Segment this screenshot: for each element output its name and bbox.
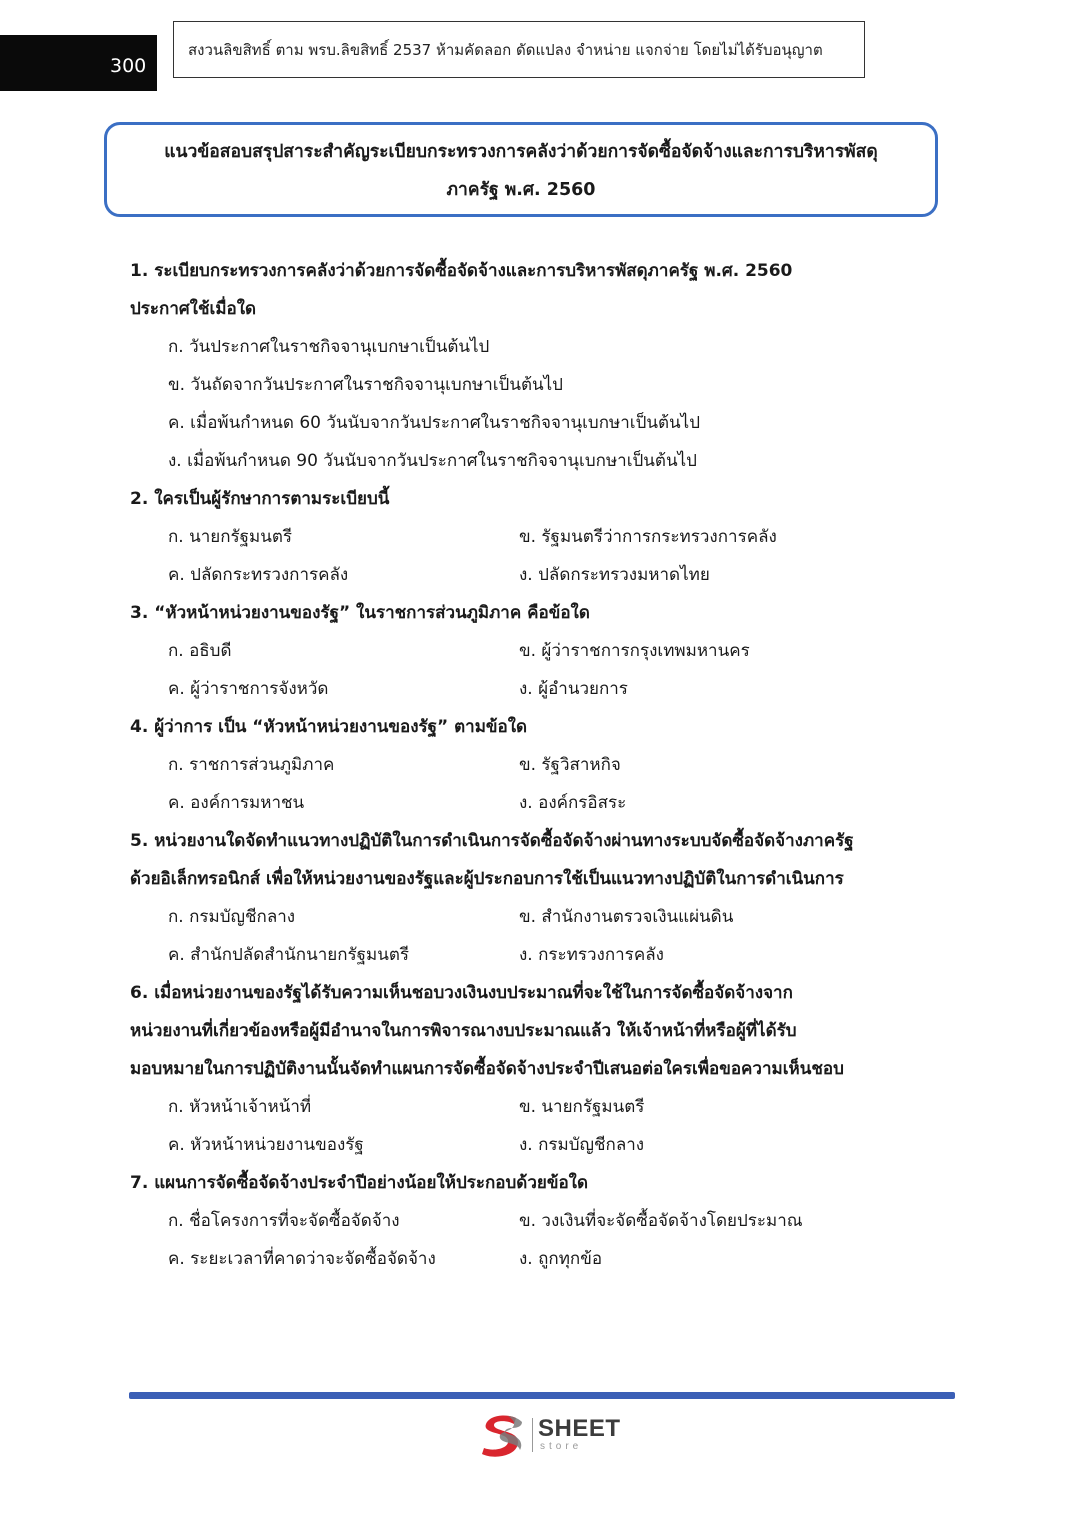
answer-choice: ค. ผู้ว่าราชการจังหวัด: [168, 679, 329, 699]
answer-choice: ง. ถูกทุกข้อ: [519, 1249, 603, 1269]
question-text: 2. ใครเป็นผู้รักษาการตามระเบียบนี้: [130, 489, 390, 509]
copyright-notice: [173, 21, 865, 78]
choice-list: [130, 898, 930, 974]
answer-choice: ก. วันประกาศในราชกิจจานุเบกษาเป็นต้นไป: [168, 337, 490, 357]
answer-choice: ค. ระยะเวลาที่คาดว่าจะจัดซื้อจัดจ้าง: [168, 1249, 436, 1269]
choice-list: [130, 632, 930, 708]
logo-divider: [532, 1418, 533, 1452]
answer-choice: ข. วันถัดจากวันประกาศในราชกิจจานุเบกษาเป็นต้นไป: [168, 375, 563, 395]
answer-choice: ค. ปลัดกระทรวงการคลัง: [168, 565, 349, 585]
question-text: ด้วยอิเล็กทรอนิกส์ เพื่อให้หน่วยงานของรัฐและผู้ประกอบการใช้เป็นแนวทางปฏิบัติในการดำเนินการ: [130, 869, 844, 889]
choice-list: [130, 328, 930, 480]
question-text: 7. แผนการจัดซื้อจัดจ้างประจำปีอย่างน้อยให้ประกอบด้วยข้อใด: [130, 1173, 589, 1193]
title-line-2: ภาครัฐ พ.ศ. 2560: [446, 180, 596, 200]
answer-choice: ข. สำนักงานตรวจเงินแผ่นดิน: [519, 907, 734, 927]
question-block: [130, 1164, 930, 1278]
title-line-1: แนวข้อสอบสรุปสาระสำคัญระเบียบกระทรวงการคลังว่าด้วยการจัดซื้อจัดจ้างและการบริหารพัสดุ: [164, 142, 878, 162]
sheet-store-s-logo-icon: [478, 1412, 526, 1458]
document-title-box: [104, 122, 938, 217]
choice-list: [130, 518, 930, 594]
question-text: 4. ผู้ว่าการ เป็น “หัวหน้าหน่วยงานของรัฐ” ตามข้อใด: [130, 717, 528, 737]
answer-choice: ง. ผู้อำนวยการ: [519, 679, 628, 699]
answer-choice: ง. องค์กรอิสระ: [519, 793, 627, 813]
answer-choice: ข. รัฐมนตรีว่าการกระทรวงการคลัง: [519, 527, 777, 547]
answer-choice: ข. ผู้ว่าราชการกรุงเทพมหานคร: [519, 641, 750, 661]
answer-choice: ง. กระทรวงการคลัง: [519, 945, 664, 965]
footer-divider: [129, 1392, 955, 1399]
answer-choice: ก. ชื่อโครงการที่จะจัดซื้อจัดจ้าง: [168, 1211, 400, 1231]
answer-choice: ข. วงเงินที่จะจัดซื้อจัดจ้างโดยประมาณ: [519, 1211, 803, 1231]
question-text: 3. “หัวหน้าหน่วยงานของรัฐ” ในราชการส่วนภูมิภาค คือข้อใด: [130, 603, 590, 623]
question-text: 6. เมื่อหน่วยงานของรัฐได้รับความเห็นชอบวงเงินงบประมาณที่จะใช้ในการจัดซื้อจัดจ้างจาก: [130, 983, 793, 1003]
logo-subtext: store: [540, 1441, 583, 1452]
answer-choice: ก. อธิบดี: [168, 641, 232, 661]
answer-choice: ง. ปลัดกระทรวงมหาดไทย: [519, 565, 710, 585]
answer-choice: ก. ราชการส่วนภูมิภาค: [168, 755, 335, 775]
answer-choice: ค. สำนักปลัดสำนักนายกรัฐมนตรี: [168, 945, 410, 965]
question-block: [130, 252, 930, 480]
question-text: หน่วยงานที่เกี่ยวข้องหรือผู้มีอำนาจในการพิจารณางบประมาณแล้ว ให้เจ้าหน้าที่หรือผู้ที่ได้รับ: [130, 1021, 797, 1041]
choice-list: [130, 746, 930, 822]
question-block: [130, 480, 930, 594]
answer-choice: ค. หัวหน้าหน่วยงานของรัฐ: [168, 1135, 364, 1155]
page-number-box: [0, 35, 157, 91]
answer-choice: ข. รัฐวิสาหกิจ: [519, 755, 621, 775]
question-block: [130, 822, 930, 974]
answer-choice: ง. เมื่อพ้นกำหนด 90 วันนับจากวันประกาศในราชกิจจานุเบกษาเป็นต้นไป: [168, 451, 697, 471]
copyright-text: สงวนลิขสิทธิ์ ตาม พรบ.ลิขสิทธิ์ 2537 ห้ามคัดลอก ดัดแปลง จำหน่าย แจกจ่าย โดยไม่ได้รับอนุญาต: [188, 40, 823, 59]
answer-choice: ก. กรมบัญชีกลาง: [168, 907, 296, 927]
answer-choice: ค. เมื่อพ้นกำหนด 60 วันนับจากวันประกาศในราชกิจจานุเบกษาเป็นต้นไป: [168, 413, 700, 433]
answer-choice: ก. นายกรัฐมนตรี: [168, 527, 293, 547]
choice-list: [130, 1088, 930, 1164]
question-text: 1. ระเบียบกระทรวงการคลังว่าด้วยการจัดซื้อจัดจ้างและการบริหารพัสดุภาครัฐ พ.ศ. 2560: [130, 261, 793, 281]
question-block: [130, 594, 930, 708]
question-text: 5. หน่วยงานใดจัดทำแนวทางปฏิบัติในการดำเนินการจัดซื้อจัดจ้างผ่านทางระบบจัดซื้อจัดจ้างภาครัฐ: [130, 831, 854, 851]
answer-choice: ค. องค์การมหาชน: [168, 793, 305, 813]
logo-text: SHEET: [538, 1415, 621, 1442]
answer-choice: ก. หัวหน้าเจ้าหน้าที่: [168, 1097, 312, 1117]
question-text: มอบหมายในการปฏิบัติงานนั้นจัดทำแผนการจัดซื้อจัดจ้างประจำปีเสนอต่อใครเพื่อขอความเห็นชอบ: [130, 1059, 844, 1079]
choice-list: [130, 1202, 930, 1278]
sheet-store-logo: [476, 1412, 626, 1458]
page-number: 300: [110, 55, 147, 77]
question-block: [130, 708, 930, 822]
answer-choice: ง. กรมบัญชีกลาง: [519, 1135, 645, 1155]
question-list: [130, 252, 930, 1278]
question-block: [130, 974, 930, 1164]
answer-choice: ข. นายกรัฐมนตรี: [519, 1097, 645, 1117]
question-text: ประกาศใช้เมื่อใด: [130, 299, 257, 319]
